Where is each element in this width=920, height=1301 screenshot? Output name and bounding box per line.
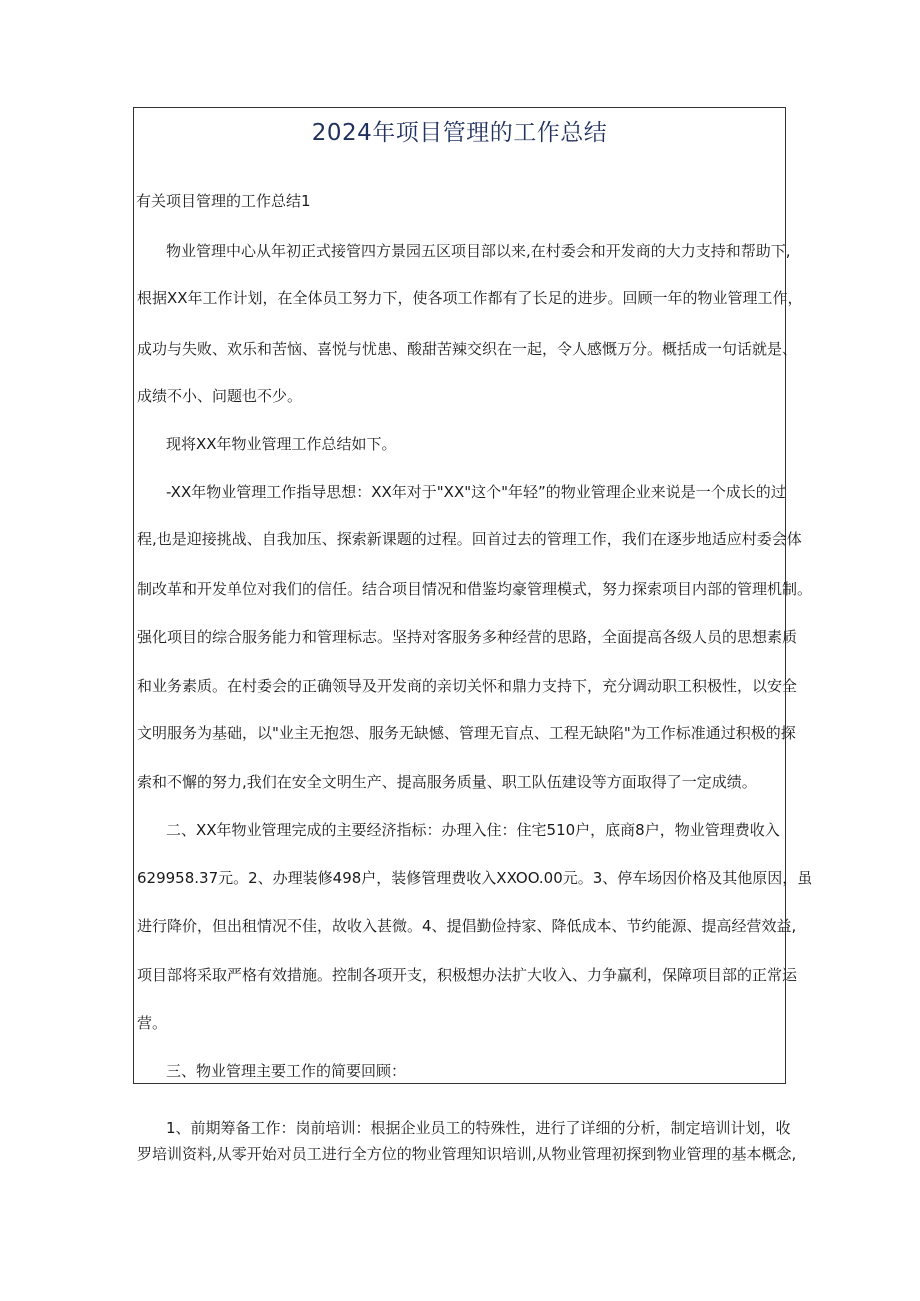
paragraph-line: 物业管理中心从年初正式接管四方景园五区项目部以来,在村委会和开发商的大力支持和帮助下, [166,242,791,260]
paragraph-line: 1、前期筹备工作：岗前培训：根据企业员工的特殊性，进行了详细的分析，制定培训计划，收 [166,1119,791,1137]
paragraph-line: 629958.37元。2、办理装修498户，装修管理费收入XXOO.00元。3、停车场因价格及其他原因，虽 [137,869,813,887]
paragraph-line: 根据XX年工作计划，在全体员工努力下，使各项工作都有了长足的进步。回顾一年的物业管理工作， [137,289,803,307]
paragraph-line: 营。 [137,1014,168,1032]
paragraph-line: 三、物业管理主要工作的简要回顾： [166,1062,407,1080]
paragraph-line: 和业务素质。在村委会的正确领导及开发商的亲切关怀和鼎力支持下，充分调动职工积极性，以安全 [137,677,798,695]
paragraph-line: 文明服务为基础，以"业主无抱怨、服务无缺憾、管理无盲点、工程无缺陷"为工作标准通过积极的探 [137,724,796,742]
paragraph-line: 成绩不小、问题也不少。 [137,387,303,405]
paragraph-line: 进行降价，但出租情况不佳，故收入甚微。4、提倡勤俭持家、降低成本、节约能源、提高经营效益, [137,917,797,935]
page-title: 2024年项目管理的工作总结 [311,120,608,146]
paragraph-line: -XX年物业管理工作指导思想：XX年对于"XX"这个"年轻”的物业管理企业来说是一个成长的过 [166,483,786,501]
paragraph-line: 强化项目的综合服务能力和管理标志。坚持对客服务多种经营的思路，全面提高各级人员的思想素质 [137,628,798,646]
paragraph-line: 二、XX年物业管理完成的主要经济指标：办理入住：住宅510户，底商8户，物业管理费收入 [166,821,780,839]
paragraph-line: 程,也是迎接挑战、自我加压、探索新课题的过程。回首过去的管理工作，我们在逐步地适应村委会体 [137,530,802,548]
section-heading: 有关项目管理的工作总结1 [136,192,311,210]
paragraph-line: 索和不懈的努力,我们在安全文明生产、提高服务质量、职工队伍建设等方面取得了一定成绩。 [137,773,757,791]
paragraph-line: 项目部将采取严格有效措施。控制各项开支，积极想办法扩大收入、力争赢利，保障项目部的正常运 [137,966,798,984]
paragraph-line: 制改革和开发单位对我们的信任。结合项目情况和借鉴均豪管理模式，努力探索项目内部的管理机制。 [137,580,813,598]
paragraph-line: 罗培训资料,从零开始对员工进行全方位的物业管理知识培训,从物业管理初探到物业管理的基本概念, [137,1145,797,1163]
paragraph-line: 现将XX年物业管理工作总结如下。 [166,435,397,453]
paragraph-line: 成功与失败、欢乐和苦恼、喜悦与忧患、酸甜苦辣交织在一起，令人感慨万分。概括成一句话就是、 [137,340,798,358]
